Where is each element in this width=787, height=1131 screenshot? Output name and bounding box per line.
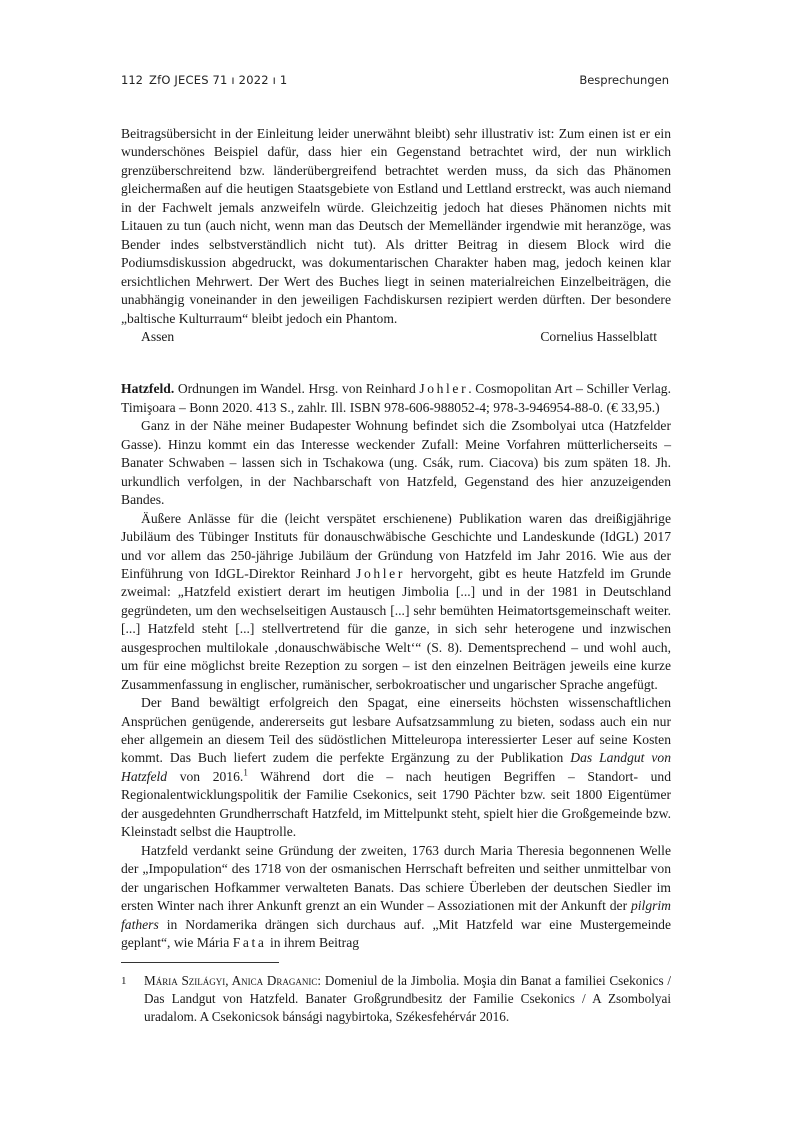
running-header	[121, 73, 669, 91]
page-number: 112	[121, 73, 143, 87]
reviewer-name: Cornelius Hasselblatt	[540, 328, 657, 344]
review-bibliographic-entry: Hatzfeld. Ordnungen im Wandel. Hrsg. von Reinhard Johler. Cosmopolitan Art – Schiller Verlag. Timişoara – Bonn 2020. 413 S., zahlr. Ill. ISBN 978-606-988052-4; 978-3-946954-88-0. (€ 33,95.)	[121, 381, 671, 415]
footnote	[121, 972, 671, 1027]
review-paragraph-2: Äußere Anlässe für die (leicht verspätet erschienene) Publikation waren das dreißigjährige Jubiläum des Tübinger Instituts für donauschwäbische Geschichte und Landeskunde (IdGL) 2017 und vor allem das 250-jährige Jubiläum der Gründung von Hatzfeld im Jahr 2016. Wie aus der Einführung von IdGL-Direktor Reinhard Johler hervorgeht, gibt es heute Hatzfeld im Grunde zweimal: „Hatzfeld existiert derart im heutigen Jimbolia [...] und in der 1981 in Deutschland gegründeten, um den wechselseitigen Austausch [...] sehr bemühten Heimatortsgemeinschaft weiter. [...] Hatzfeld steht [...] stellvertretend für die ganze, in sich sehr heterogene und inzwischen ausgesprochen multilokale ‚donauschwäbische Welt‘“ (S. 8). Dementsprechend – und wohl auch, um für eine möglichst breite Rezeption zu sorgen – ist den einzelnen Beiträgen jeweils eine kurze Zusammenfassung in englischer, rumänischer, serbokroatischer und ungarischer Sprache angefügt.	[121, 510, 671, 692]
main-text	[121, 125, 671, 952]
footnote-number: 1	[121, 975, 127, 987]
editor-name: Johler	[419, 381, 469, 397]
reviewer-place: Assen	[141, 328, 175, 344]
book-title: Hatzfeld.	[121, 381, 175, 397]
italic-phrase: pilgrim fathers	[121, 898, 671, 932]
footnote-authors: Mária Szilágyi, Anica Draganic	[144, 973, 318, 988]
person-name: Fata	[232, 935, 267, 951]
cited-title: Das Landgut von Hatzfeld	[121, 750, 671, 784]
footnote-reference[interactable]: 1	[243, 767, 248, 778]
prev-review-signoff	[121, 328, 671, 346]
review-paragraph-1: Ganz in der Nähe meiner Budapester Wohnung befindet sich die Zsombolyai utca (Hatzfelder Gasse). Hinzu kommt ein das Interesse weckender Zufall: Meine Vorfahren mütterlicherseits – Banater Schwaben – lassen sich in Tschakowa (ung. Csák, rum. Ciacova) bis zum späten 18. Jh. urkundlich verfolgen, in der Nachbarschaft von Hatzfeld, Gegenstand des hier anzuzeigenden Bandes.	[121, 418, 671, 508]
section-title: Besprechungen	[579, 73, 669, 87]
review-paragraph-4: Hatzfeld verdankt seine Gründung der zweiten, 1763 durch Maria Theresia begonnenen Welle der „Impopulation“ des 1718 von der osmanischen Herrschaft befreiten und seither unmittelbar von der ungarischen Hofkammer verwalteten Banats. Das schiere Überleben der deutschen Siedler im ersten Winter nach ihrer Ankunft grenzt an ein Wunder – Assoziationen mit der Ankunft der pilgrim fathers in Nordamerika drängen sich durchaus auf. „Mit Hatzfeld war eine Mustergemeinde geplant“, wie Mária Fata in ihrem Beitrag	[121, 842, 671, 951]
footnote-text: Mária Szilágyi, Anica Draganic: Domeniul de la Jimbolia. Moşia din Banat a familiei Csekonics / Das Landgut von Hatzfeld. Banater Großgrundbesitz der Familie Csekonics / A Zsombolyai uradalom. A Csekonicsok bánsági nagybirtoka, Székesfehérvár 2016.	[144, 973, 671, 1025]
journal-title: ZfO JECES 71 ı 2022 ı 1	[149, 73, 288, 87]
footnote-divider	[121, 962, 279, 963]
review-paragraph-3: Der Band bewältigt erfolgreich den Spagat, eine einerseits höchsten wissenschaftlichen Ansprüchen genügende, andererseits gut lesbare Aufsatzsammlung zu bieten, sodass auch ein nur eher allgemein an diesem Teil des südöstlichen Mitteleuropa interessierter Leser auf seine Kosten kommt. Das Buch liefert zudem die perfekte Ergänzung zu der Publikation Das Landgut von Hatzfeld von 2016.$^1$ Während dort die – nach heutigen Begriffen – Standort- und Regionalentwicklungspolitik der Familie Csekonics, seit 1790 Pächter bzw. seit 1800 Eigentümer der ausgedehnten Grundherrschaft Hatzfeld, im Mittelpunkt steht, spielt hier die Großgemeinde bzw. Kleinstadt selbst die Hauptrolle.	[121, 695, 671, 840]
person-name: Johler	[356, 565, 405, 581]
prev-review-paragraph: Beitragsübersicht in der Einleitung leider unerwähnt bleibt) sehr illustrativ ist: Zum einen ist er ein wunderschönes Beispiel dafür, dass hier ein Gegenstand betrachtet wird, der nun wirklich grenzüberschreitend bzw. länderübergreifend betrachtet werden muss, da sich das Phänomen gleichermaßen auf die heutigen Staatsgebiete von Estland und Lettland erstreckt, was auch niemand in der Fachwelt jemals anzweifeln würde. Gleichzeitig jedoch hat dieses Phänomen nichts mit Litauen zu tun (auch nicht, wenn man das Deutsch der Memelländer irgendwie mit heranzöge, was Bender indes selbstverständlich nicht tut). Als dritter Beitrag in diesem Block wird die Podiumsdiskussion abgedruckt, was dokumentarischen Charakter haben mag, jedoch keinen klar ersichtlichen Mehrwert. Der Wert des Buches liegt in seinen materialreichen Einzelbeiträgen, die unabhängig voneinander in den jeweiligen Fachdiskursen rezipiert werden dürften. Der besondere „baltische Kulturraum“ bleibt jedoch ein Phantom.	[121, 126, 671, 326]
